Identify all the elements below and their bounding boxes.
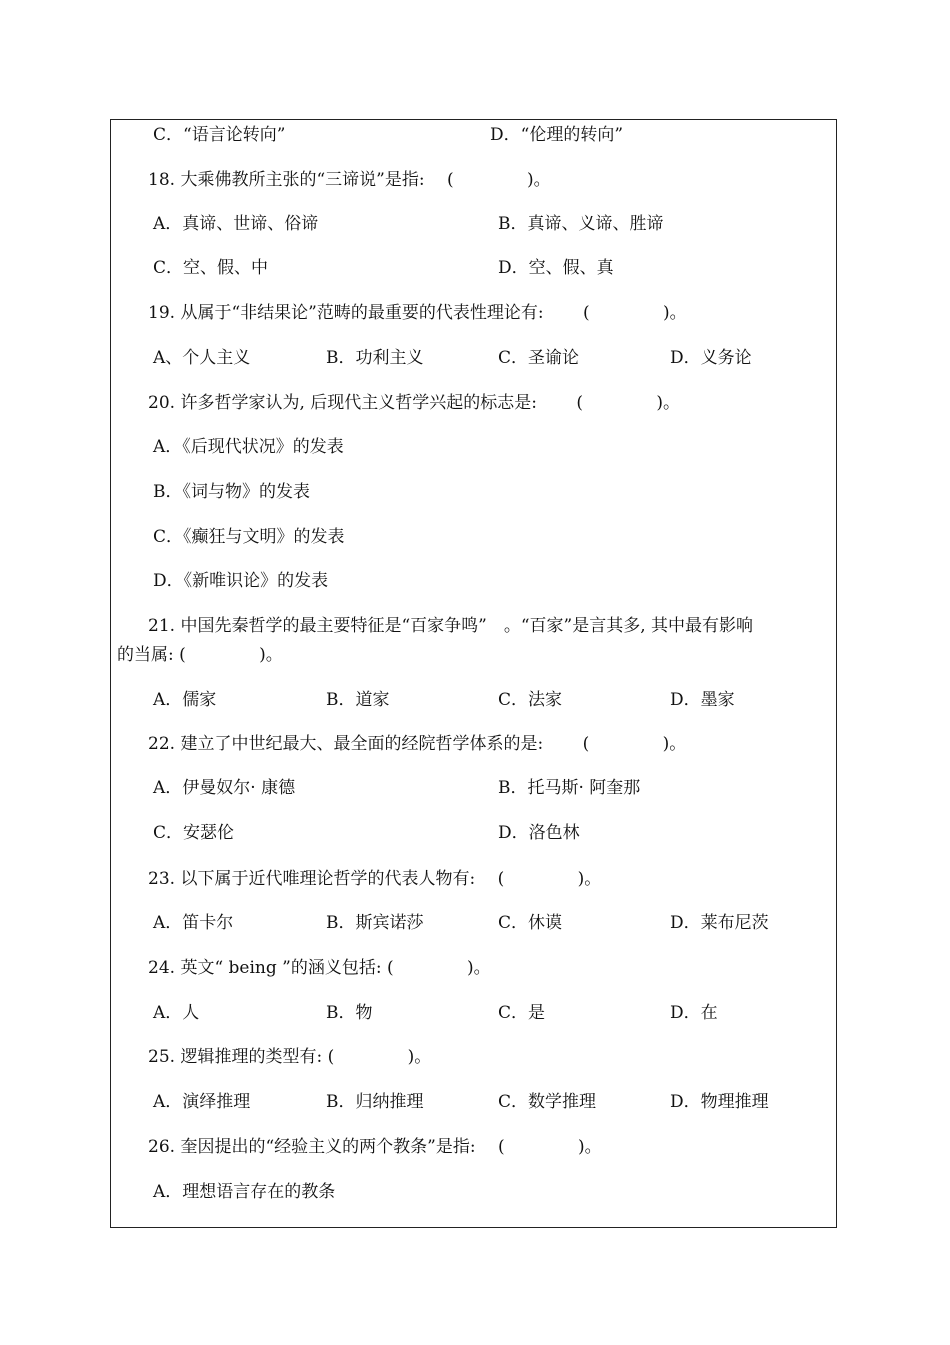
- option-20d: D．《新唯识论》的发表: [153, 571, 329, 591]
- option-21c: C．法家: [498, 690, 563, 710]
- option-25a: A．演绎推理: [153, 1092, 251, 1112]
- option-22b: B．托马斯· 阿奎那: [498, 778, 641, 798]
- option-25d: D．物理推理: [670, 1092, 769, 1112]
- question-21: 21. 中国先秦哲学的最主要特征是“百家争鸣” 。“百家”是言其多, 其中最有影响: [148, 616, 754, 636]
- option-25c: C．数学推理: [498, 1092, 597, 1112]
- option-24d: D．在: [670, 1003, 718, 1023]
- option-19b: B．功利主义: [326, 348, 424, 368]
- option-21d: D．墨家: [670, 690, 735, 710]
- option-20b: B．《词与物》的发表: [153, 482, 310, 502]
- option-17c: C．“语言论转向”: [153, 125, 286, 145]
- question-22: 22. 建立了中世纪最大、最全面的经院哲学体系的是: ( )。: [148, 734, 687, 754]
- option-22c: C．安瑟伦: [153, 823, 235, 843]
- option-17d: D．“伦理的转向”: [490, 125, 624, 145]
- option-19a: A、个人主义: [153, 348, 251, 368]
- option-23d: D．莱布尼茨: [670, 913, 769, 933]
- option-20c: C．《癫狂与文明》的发表: [153, 527, 345, 547]
- question-23: 23. 以下属于近代唯理论哲学的代表人物有: ( )。: [148, 869, 602, 889]
- option-25b: B．归纳推理: [326, 1092, 424, 1112]
- question-18: 18. 大乘佛教所主张的“三谛说”是指: ( )。: [148, 170, 551, 190]
- option-24b: B．物: [326, 1003, 373, 1023]
- option-22a: A．伊曼奴尔· 康德: [153, 778, 296, 798]
- option-18d: D．空、假、真: [498, 258, 614, 278]
- option-18a: A．真谛、世谛、俗谛: [153, 214, 319, 234]
- question-19: 19. 从属于“非结果论”范畴的最重要的代表性理论有: ( )。: [148, 303, 687, 323]
- option-20a: A．《后现代状况》的发表: [153, 437, 344, 457]
- option-23c: C．休谟: [498, 913, 563, 933]
- option-19d: D．义务论: [670, 348, 752, 368]
- option-24c: C．是: [498, 1003, 546, 1023]
- question-25: 25. 逻辑推理的类型有: ( )。: [148, 1047, 432, 1067]
- question-24: 24. 英文“ being ”的涵义包括: ( )。: [148, 958, 491, 978]
- option-21b: B．道家: [326, 690, 390, 710]
- question-26: 26. 奎因提出的“经验主义的两个教条”是指: ( )。: [148, 1137, 602, 1157]
- option-21a: A．儒家: [153, 690, 217, 710]
- option-23b: B．斯宾诺莎: [326, 913, 424, 933]
- option-26a: A．理想语言存在的教条: [153, 1182, 336, 1202]
- option-23a: A．笛卡尔: [153, 913, 234, 933]
- option-22d: D．洛色林: [498, 823, 580, 843]
- question-21-continued: 的当属: ( )。: [117, 645, 283, 665]
- question-20: 20. 许多哲学家认为, 后现代主义哲学兴起的标志是: ( )。: [148, 393, 681, 413]
- option-18c: C．空、假、中: [153, 258, 269, 278]
- option-24a: A．人: [153, 1003, 200, 1023]
- option-18b: B．真谛、义谛、胜谛: [498, 214, 664, 234]
- option-19c: C．圣谕论: [498, 348, 580, 368]
